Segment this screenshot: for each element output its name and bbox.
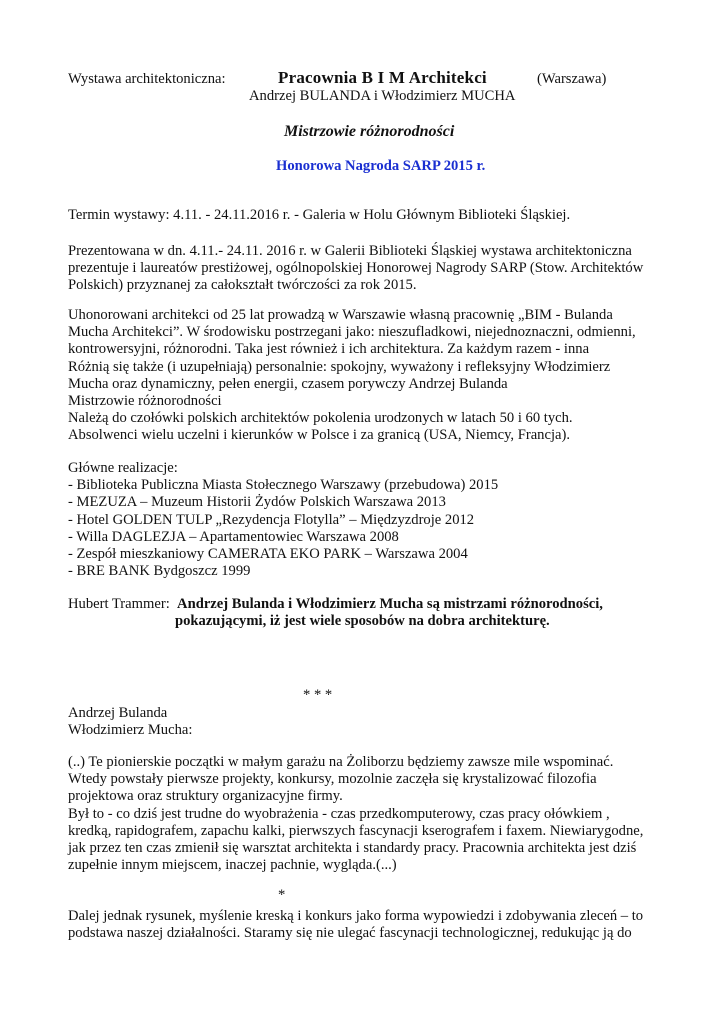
quote-text-line2: pokazującymi, iż jest wiele sposobów na dobra architekturę.	[175, 613, 550, 630]
realizations-list	[68, 460, 498, 580]
paragraph-line: projektowa oraz struktury organizacyjne firmy.	[68, 788, 343, 805]
paragraph-line: Absolwenci wielu uczelni i kierunków w Polsce i za granicą (USA, Niemcy, Francja).	[68, 427, 570, 444]
paragraph-line: Uhonorowani architekci od 25 lat prowadzą w Warszawie własną pracownię „BIM - Bulanda	[68, 307, 613, 323]
about-paragraph	[68, 307, 636, 445]
paragraph-line: kontrowersyjni, różnorodni. Taka jest również i ich architektura. Za każdym razem - inna	[68, 341, 590, 358]
paragraph-line: Dalej jednak rysunek, myślenie kreską i konkurs jako forma wypowiedzi i zdobywania zleceń – to	[68, 908, 644, 924]
list-item: - Zespół mieszkaniowy CAMERATA EKO PARK – Warszawa 2004	[68, 546, 468, 563]
quote-text-line1: Andrzej Bulanda i Włodzimierz Mucha są mistrzami różnorodności,	[177, 596, 603, 612]
paragraph-line: kredką, rapidografem, zapachu kalki, pierwszych fascynacji kserografem i faxem. Niewiarygodne,	[68, 822, 644, 839]
paragraph-line: jak przez ten czas zmienił się warsztat architekta i standardy pracy. Pracownia architekta jest dziś	[68, 840, 637, 857]
quote-author: Hubert Trammer:	[68, 596, 170, 612]
paragraph-line: prezentuje i laureatów prestiżowej, ogólnopolskiej Honorowej Nagrody SARP (Stow. Architektów	[68, 260, 644, 277]
architects-names: Andrzej BULANDA i Włodzimierz MUCHA	[249, 88, 516, 104]
section-separator-small: *	[278, 887, 286, 903]
studio-title: Pracownia B I M Architekci	[278, 68, 487, 87]
authors-block	[68, 705, 192, 739]
author-name: Włodzimierz Mucha:	[68, 722, 193, 739]
realizations-heading: Główne realizacje:	[68, 460, 178, 476]
closing-paragraph	[68, 908, 643, 942]
term-paragraph	[68, 207, 570, 224]
paragraph-line: Wtedy powstały pierwsze projekty, konkursy, mozolnie zaczęła się krystalizować filozofia	[68, 771, 597, 788]
paragraph-line: zupełnie innym miejscem, inaczej pachnie, wygląda.(...)	[68, 857, 397, 874]
paragraph-line: (..) Te pionierskie początki w małym garażu na Żoliborzu będziemy zawsze mile wspominać.	[68, 754, 614, 770]
exhibition-label: Wystawa architektoniczna:	[68, 71, 226, 87]
paragraph-line: Mistrzowie różnorodności	[68, 393, 222, 410]
author-name: Andrzej Bulanda	[68, 705, 168, 721]
intro-paragraph	[68, 243, 643, 295]
paragraph-line: Różnią się także (i uzupełniają) personalnie: spokojny, wyważony i refleksyjny Włodzimierz	[68, 358, 611, 375]
paragraph-line: Mucha oraz dynamiczny, pełen energii, czasem porywczy Andrzej Bulanda	[68, 375, 508, 392]
paragraph-line: Prezentowana w dn. 4.11.- 24.11. 2016 r. w Galerii Biblioteki Śląskiej wystawa architektoniczna	[68, 243, 632, 259]
city-label: (Warszawa)	[537, 71, 607, 87]
memoir-paragraph	[68, 754, 643, 874]
paragraph-line: Polskich) przyznanej za całokształt twórczości za rok 2015.	[68, 277, 417, 294]
paragraph-line: Należą do czołówki polskich architektów pokolenia urodzonych w latach 50 i 60 tych.	[68, 410, 573, 427]
section-separator: * * *	[303, 687, 333, 703]
paragraph-line: podstawa naszej działalności. Staramy się nie ulegać fascynacji technologicznej, redukując ją do	[68, 925, 632, 942]
quote-block	[68, 596, 603, 630]
paragraph-line: Mucha Architekci”. W środowisku postrzegani jako: nieszufladkowi, niejednoznaczni, odmienni,	[68, 324, 636, 341]
list-item: - Biblioteka Publiczna Miasta Stołecznego Warszawy (przebudowa) 2015	[68, 477, 499, 494]
exhibition-subtitle: Mistrzowie różnorodności	[284, 123, 455, 140]
term-line: Termin wystawy: 4.11. - 24.11.2016 r. - Galeria w Holu Głównym Biblioteki Śląskiej.	[68, 207, 571, 223]
list-item: - Willa DAGLEZJA – Apartamentowiec Warszawa 2008	[68, 528, 399, 545]
list-item: - MEZUZA – Muzeum Historii Żydów Polskich Warszawa 2013	[68, 494, 446, 511]
award-title: Honorowa Nagroda SARP 2015 r.	[276, 158, 486, 174]
paragraph-line: Był to - co dziś jest trudne do wyobrażenia - czas przedkomputerowy, czas pracy ołówkiem ,	[68, 805, 610, 822]
list-item: - BRE BANK Bydgoszcz 1999	[68, 563, 251, 580]
list-item: - Hotel GOLDEN TULP „Rezydencja Flotylla” – Międzyzdroje 2012	[68, 511, 475, 528]
